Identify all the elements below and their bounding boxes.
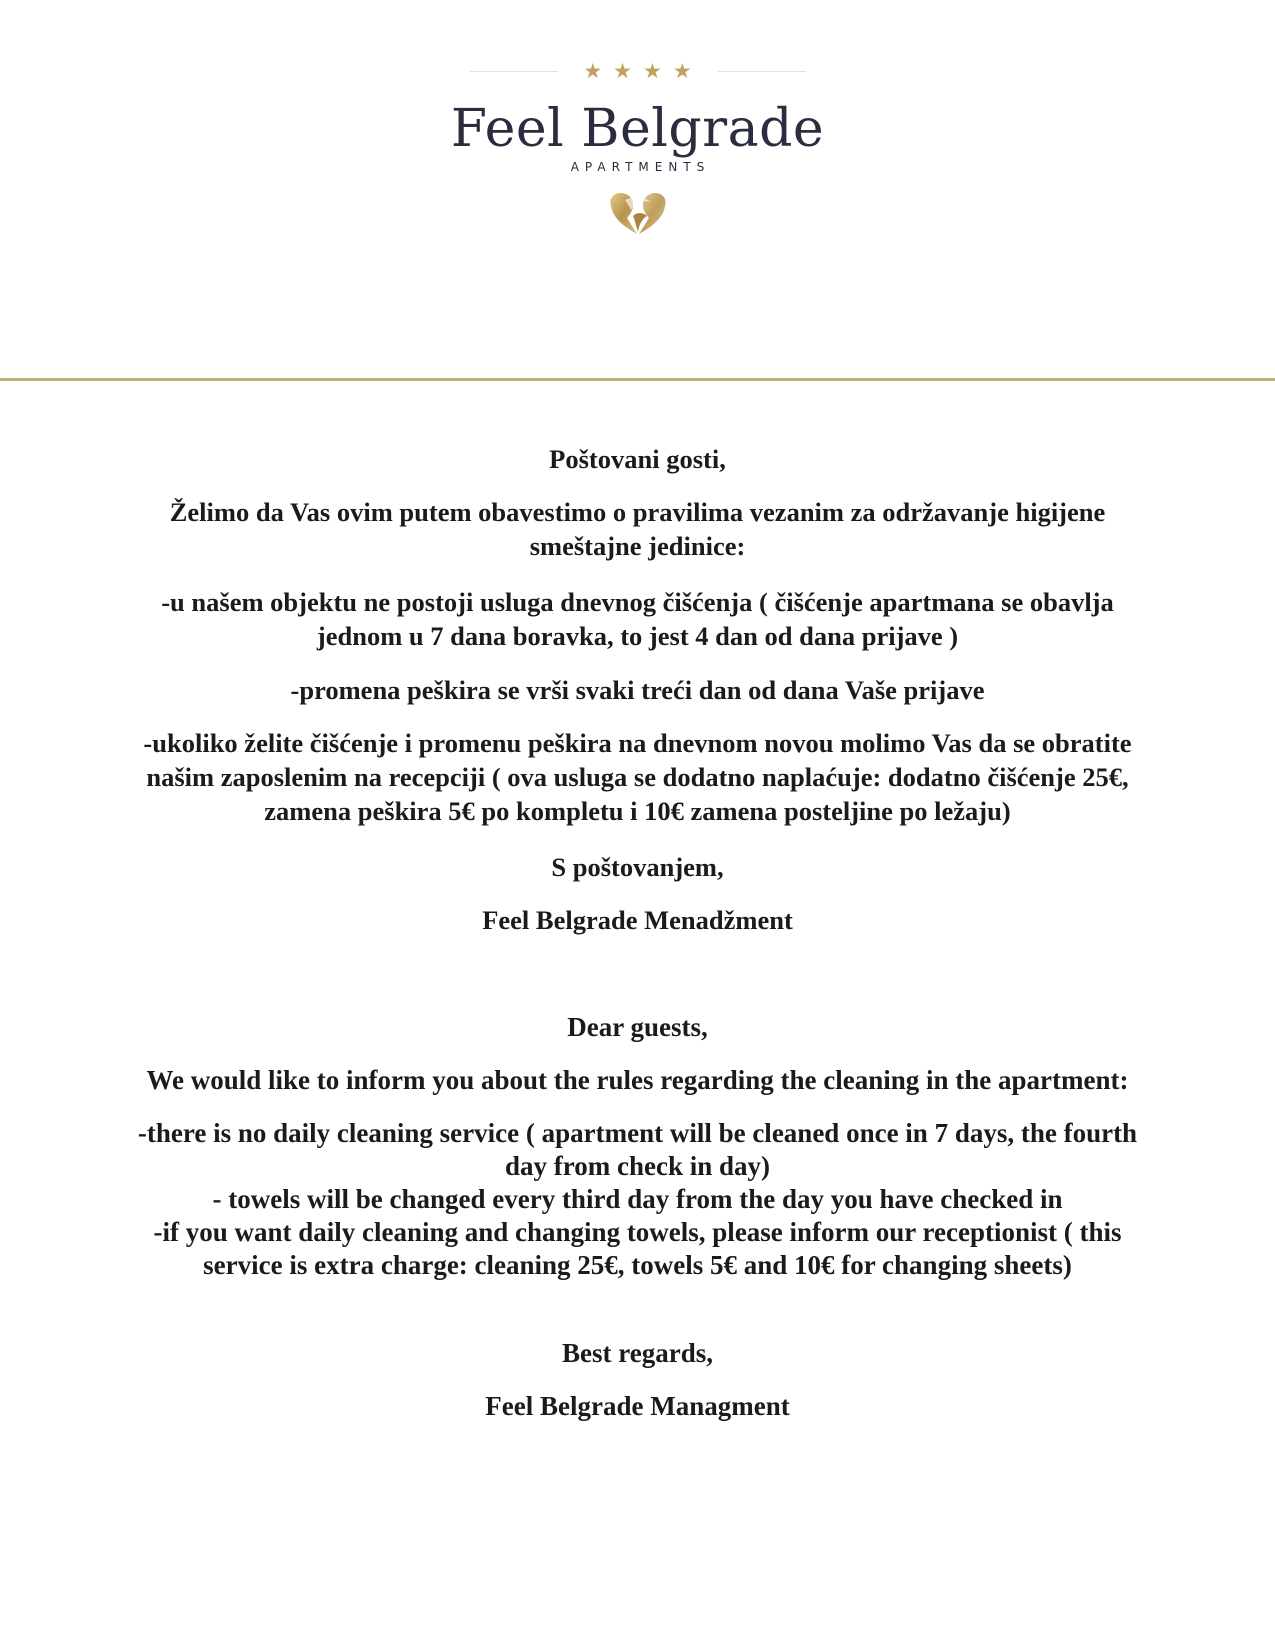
serbian-rule-extra: -ukoliko želite čišćenje i promenu peškira na dnevnom novou molimo Vas da se obratite našim zaposlenim na recepciji ( ova usluga se dodatno naplaćuje: dodatno čišćenje 25€, zamena peškira 5€ po kompletu i 10€ zamena posteljine po ležaju) (143, 728, 1132, 826)
serbian-intro: Želimo da Vas ovim putem obavestimo o pravilima vezanim za održavanje higijene smeštajne jedinice: (169, 497, 1106, 561)
english-rules: -there is no daily cleaning service ( apartment will be cleaned once in 7 days, the fourth day from check in day) - towels will be changed every third day from the day you have checked in -if you want daily cleaning and changing towels, please inform our receptionist ( this service is extra charge: cleaning 25€, towels 5€ and 10€ for changing sheets) (137, 1118, 1138, 1280)
brand-subtitle: APARTMENTS (570, 160, 711, 174)
english-greeting: Dear guests, (567, 1012, 708, 1042)
english-intro: We would like to inform you about the rules regarding the cleaning in the apartment: (146, 1065, 1129, 1095)
brand-name: Feel Belgrade (450, 99, 825, 159)
serbian-closing: S poštovanjem, (551, 852, 724, 882)
rating-stars-icon: ★★★★ (583, 59, 703, 83)
header-divider (0, 378, 1275, 381)
serbian-rule-cleaning: -u našem objektu ne postoji usluga dnevnog čišćenja ( čišćenje apartmana se obavlja jednom u 7 dana boravka, to jest 4 dan od dana prijave ) (161, 587, 1114, 651)
english-signature: Feel Belgrade Managment (485, 1391, 790, 1421)
serbian-greeting: Poštovani gosti, (549, 444, 726, 474)
serbian-rule-towels: -promena peškira se vrši svaki treći dan od dana Vaše prijave (290, 675, 985, 705)
serbian-signature: Feel Belgrade Menadžment (482, 905, 793, 935)
gold-heart-monogram-icon (603, 186, 673, 246)
english-closing: Best regards, (562, 1338, 713, 1368)
brand-logo (0, 56, 1275, 246)
